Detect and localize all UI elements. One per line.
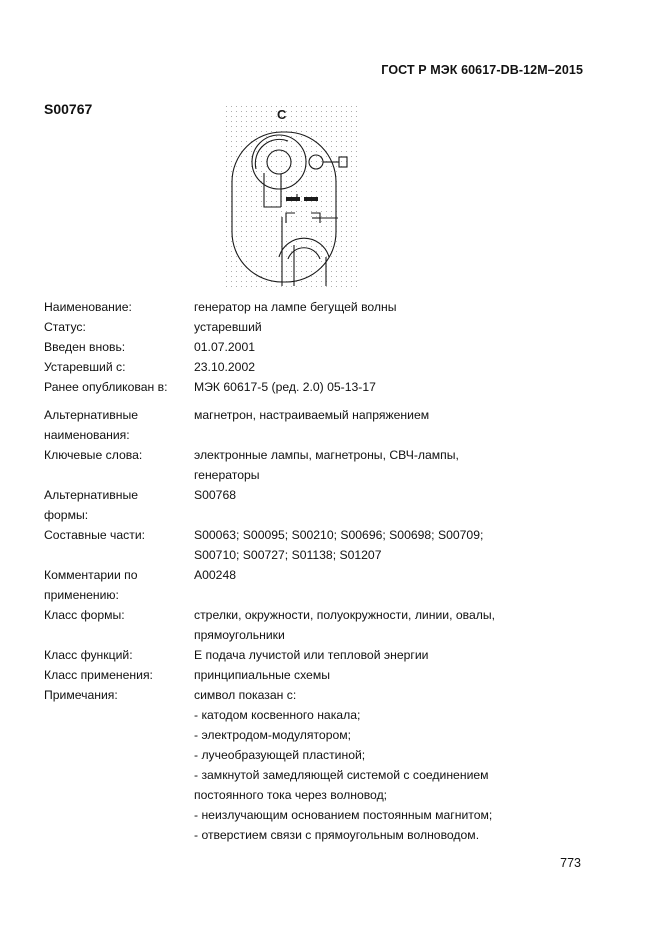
value-line: E подача лучистой или тепловой энергии <box>194 648 429 662</box>
field-row-previously-published <box>44 377 524 397</box>
value-line: постоянного тока через волновод; <box>194 788 388 802</box>
value-line: S00768 <box>194 488 237 502</box>
field-value: 23.10.2002 <box>194 360 255 374</box>
symbol-fields <box>44 297 524 845</box>
field-value: устаревший <box>194 320 262 334</box>
label-line: Примечания: <box>44 688 118 702</box>
value-line: - электродом-модулятором; <box>194 728 352 742</box>
value-line: принципиальные схемы <box>194 668 330 682</box>
field-row-application-comments <box>44 565 524 605</box>
field-label: Наименование: <box>44 300 132 314</box>
value-line: электронные лампы, магнетроны, СВЧ-лампы, <box>194 448 459 462</box>
field-label <box>44 445 194 485</box>
label-line: применению: <box>44 588 119 602</box>
label-line: Ключевые слова: <box>44 448 143 462</box>
beam-former-plate-left <box>286 197 300 201</box>
field-row-status <box>44 317 524 337</box>
field-row-obsolete-since <box>44 357 524 377</box>
symbol-code: S00767 <box>44 101 93 117</box>
label-line: Комментарии по <box>44 568 138 582</box>
field-label <box>44 525 194 565</box>
section-gap <box>44 397 524 405</box>
value-line: A00248 <box>194 568 237 582</box>
field-label <box>44 605 194 645</box>
field-value <box>194 605 524 645</box>
label-line: Класс формы: <box>44 608 125 622</box>
field-value <box>194 645 524 665</box>
value-line: - катодом косвенного накала; <box>194 708 361 722</box>
value-line: - неизлучающим основанием постоянным магнитом; <box>194 808 493 822</box>
field-row-notes <box>44 685 524 845</box>
symbol-figure <box>224 99 360 289</box>
page-number: 773 <box>560 856 581 870</box>
field-row-application-class <box>44 665 524 685</box>
beam-former-plate-right <box>304 197 318 201</box>
standard-header: ГОСТ Р МЭК 60617-DB-12M–2015 <box>381 63 583 77</box>
field-row-alternative-forms <box>44 485 524 525</box>
field-value <box>194 685 524 845</box>
label-line: Составные части: <box>44 528 146 542</box>
field-label: Введен вновь: <box>44 340 126 354</box>
field-value: генератор на лампе бегущей волны <box>194 300 397 314</box>
value-line: стрелки, окружности, полуокружности, линии, овалы, <box>194 608 496 622</box>
field-value <box>194 525 524 565</box>
label-line: Альтернативные <box>44 408 139 422</box>
value-line: генераторы <box>194 468 260 482</box>
field-value <box>194 445 524 485</box>
field-label <box>44 645 194 665</box>
field-value <box>194 405 524 445</box>
field-row-keywords <box>44 445 524 485</box>
figure-marker: C <box>277 107 287 122</box>
field-label: Устаревший с: <box>44 360 126 374</box>
field-value <box>194 665 524 685</box>
value-line: S00710; S00727; S01138; S01207 <box>194 548 382 562</box>
field-row-components <box>44 525 524 565</box>
dot-grid <box>224 102 358 289</box>
value-line: - лучеобразующей пластиной; <box>194 748 366 762</box>
field-row-name <box>44 297 524 317</box>
field-label: Статус: <box>44 320 86 334</box>
value-line: прямоугольники <box>194 628 285 642</box>
label-line: наименования: <box>44 428 130 442</box>
value-line: магнетрон, настраиваемый напряжением <box>194 408 430 422</box>
field-row-alternative-names <box>44 405 524 445</box>
value-line: - отверстием связи с прямоугольным волноводом. <box>194 828 480 842</box>
value-line: символ показан с: <box>194 688 297 702</box>
field-value: 01.07.2001 <box>194 340 255 354</box>
value-line: S00063; S00095; S00210; S00696; S00698; S00709; <box>194 528 484 542</box>
label-line: Альтернативные <box>44 488 139 502</box>
field-label <box>44 665 194 685</box>
field-row-introduced <box>44 337 524 357</box>
field-label <box>44 565 194 605</box>
label-line: формы: <box>44 508 89 522</box>
field-label <box>44 685 194 845</box>
field-value: МЭК 60617-5 (ред. 2.0) 05-13-17 <box>194 380 376 394</box>
field-row-shape-class <box>44 605 524 645</box>
field-label <box>44 485 194 525</box>
field-value <box>194 565 524 605</box>
field-row-function-class <box>44 645 524 665</box>
label-line: Класс применения: <box>44 668 153 682</box>
field-value <box>194 485 524 525</box>
field-label: Ранее опубликован в: <box>44 380 168 394</box>
value-line: - замкнутой замедляющей системой с соединением <box>194 768 489 782</box>
label-line: Класс функций: <box>44 648 133 662</box>
field-label <box>44 405 194 445</box>
